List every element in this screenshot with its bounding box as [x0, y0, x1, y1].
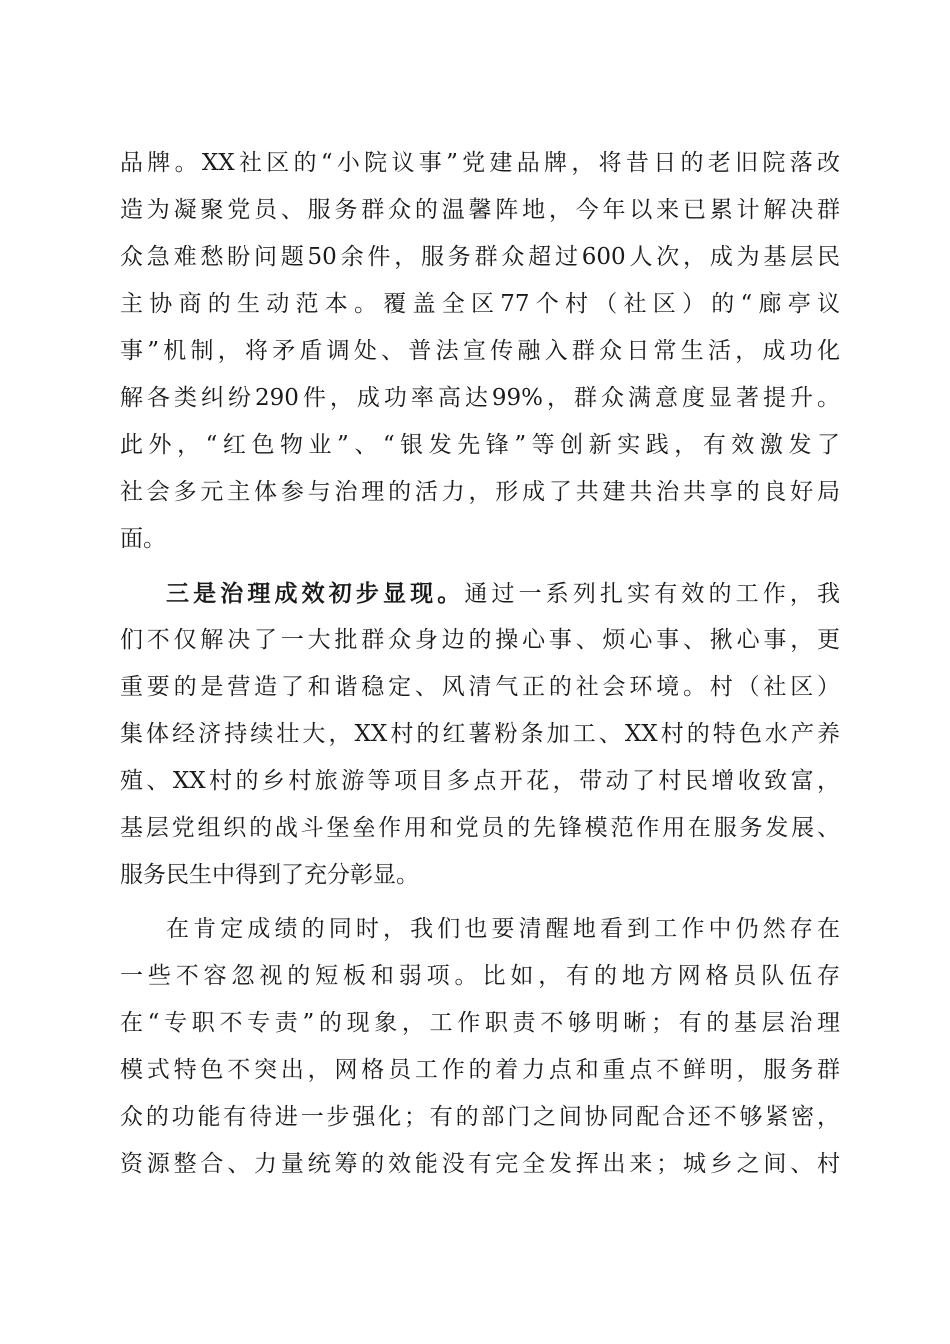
text-line: 殖、XX村的乡村旅游等项目多点开花，带动了村民增收致富， [120, 768, 840, 794]
section-heading: 三是治理成效初步显现。 [166, 580, 465, 607]
text-line: 解各类纠纷290件，成功率高达99%，群众满意度显著提升。 [120, 385, 840, 411]
text-line: 社会多元主体参与治理的活力，形成了共建共治共享的良好局 [120, 479, 840, 505]
text-line: 面。 [120, 526, 166, 552]
text-line: 品牌。XX社区的“小院议事”党建品牌，将昔日的老旧院落改 [120, 150, 840, 176]
text-line: 重要的是营造了和谐稳定、风清气正的社会环境。村（社区） [120, 674, 840, 700]
text-line: 造为凝聚党员、服务群众的温馨阵地，今年以来已累计解决群 [120, 197, 840, 223]
text-line: 资源整合、力量统筹的效能没有完全发挥出来；城乡之间、村 [120, 1151, 840, 1177]
text-line: 在“专职不专责”的现象，工作职责不够明晰；有的基层治理 [120, 1010, 840, 1036]
text-line: 众急难愁盼问题50余件，服务群众超过600人次，成为基层民 [120, 244, 840, 270]
text-line: 在肯定成绩的同时，我们也要清醒地看到工作中仍然存在 [166, 916, 840, 942]
text-span: 通过一系列扎实有效的工作，我 [464, 581, 840, 607]
text-line: 基层党组织的战斗堡垒作用和党员的先锋模范作用在服务发展、 [120, 815, 840, 841]
text-line [120, 570, 840, 617]
paragraph-1 [120, 140, 840, 563]
text-line: 事”机制，将矛盾调处、普法宣传融入群众日常生活，成功化 [120, 338, 840, 364]
body-text [120, 140, 840, 1188]
paragraph-2 [120, 570, 840, 899]
text-line: 此外，“红色物业”、“银发先锋”等创新实践，有效激发了 [120, 432, 840, 458]
text-line: 模式特色不突出，网格员工作的着力点和重点不鲜明，服务群 [120, 1057, 840, 1083]
text-line: 集体经济持续壮大，XX村的红薯粉条加工、XX村的特色水产养 [120, 721, 840, 747]
text-line: 众的功能有待进一步强化；有的部门之间协同配合还不够紧密， [120, 1104, 840, 1130]
text-line: 一些不容忽视的短板和弱项。比如，有的地方网格员队伍存 [120, 963, 840, 989]
text-line: 们不仅解决了一大批群众身边的操心事、烦心事、揪心事，更 [120, 627, 840, 653]
paragraph-3 [120, 906, 840, 1188]
text-line: 服务民生中得到了充分彰显。 [120, 862, 419, 888]
text-line: 主协商的生动范本。覆盖全区77个村（社区）的“廊亭议 [120, 291, 840, 317]
